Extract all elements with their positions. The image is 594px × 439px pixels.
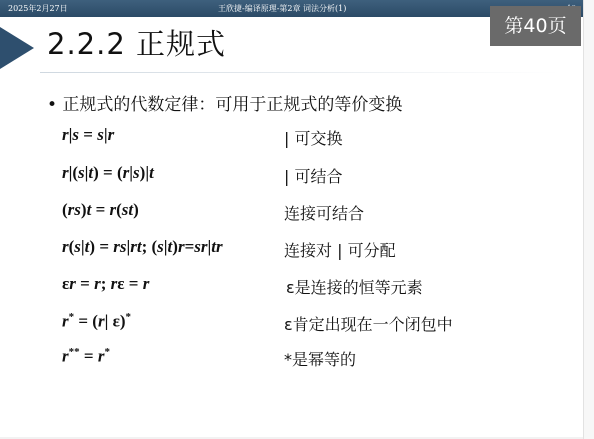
law-note-7: *是幂等的: [284, 350, 357, 369]
title-divider: [40, 72, 560, 73]
bullet-intro: • 正规式的代数定律：可用于正规式的等价变换: [47, 95, 403, 115]
law-note-6: ε肯定出现在一个闭包中: [284, 315, 453, 334]
law-note-4: 连接对 | 可分配: [284, 241, 396, 260]
law-note-1: | 可交换: [284, 129, 343, 148]
law-formula-4: r(s|t) = rs|rt; (s|t)r=sr|tr: [62, 237, 223, 256]
law-formula-7: r** = r*: [62, 346, 110, 366]
law-formula-5: εr = r; rε = r: [62, 274, 150, 293]
title-arrow-icon: [0, 27, 34, 69]
law-note-5: ε是连接的恒等元素: [286, 278, 423, 297]
page-number-badge: 第40页: [490, 6, 581, 46]
header-date: 2025年2月27日: [8, 4, 68, 13]
law-note-3: 连接可结合: [284, 204, 365, 223]
law-formula-1: r|s = s|r: [62, 125, 115, 144]
law-formula-2: r|(s|t) = (r|s)|t: [62, 163, 154, 182]
law-note-2: | 可结合: [284, 167, 343, 186]
law-formula-3: (rs)t = r(st): [62, 200, 139, 219]
slide-title: 2.2.2 正规式: [47, 27, 227, 61]
header-course-title: 王欣捷-编译原理-第2章 词法分析(1): [218, 4, 347, 13]
law-formula-6: r* = (r| ε)*: [62, 311, 132, 331]
vertical-scrollbar[interactable]: [583, 0, 594, 439]
